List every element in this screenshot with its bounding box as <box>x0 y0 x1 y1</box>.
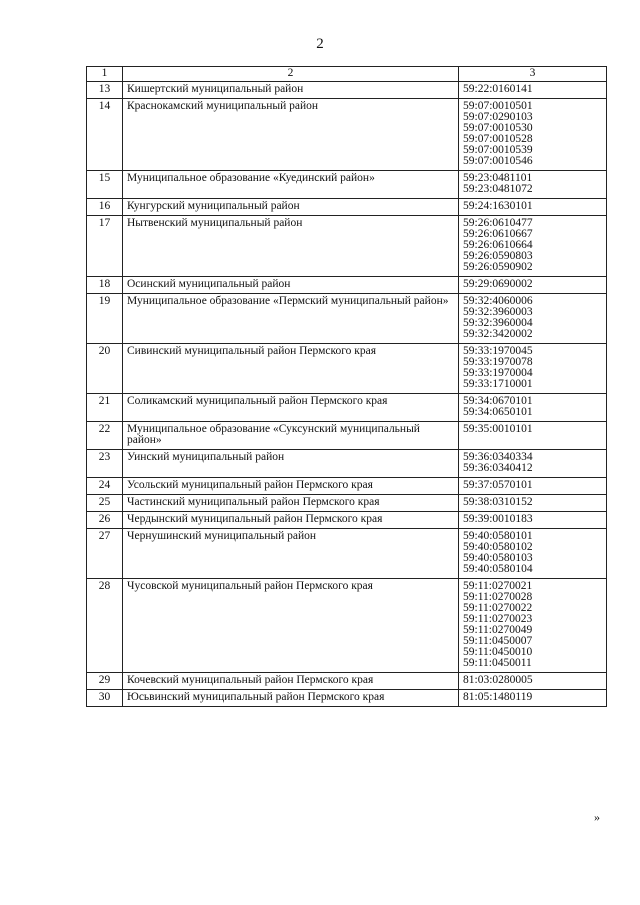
row-number: 16 <box>87 199 123 216</box>
cadastral-code: 59:40:0580102 <box>463 541 533 553</box>
municipality-name: Краснокамский муниципальный район <box>123 99 459 171</box>
cadastral-code: 59:07:0010539 <box>463 144 533 156</box>
municipality-name: Муниципальное образование «Куединский район» <box>123 171 459 199</box>
table-row <box>87 99 607 171</box>
cadastral-code: 59:07:0010501 <box>463 100 533 112</box>
cadastral-code: 59:26:0590803 <box>463 250 533 262</box>
row-number: 30 <box>87 690 123 707</box>
cadastral-codes <box>459 216 607 277</box>
row-number: 28 <box>87 579 123 673</box>
cadastral-code: 59:32:4060006 <box>463 295 533 307</box>
municipality-name: Кочевский муниципальный район Пермского края <box>123 673 459 690</box>
table-row <box>87 199 607 216</box>
cadastral-code: 59:07:0010546 <box>463 155 533 167</box>
table-row <box>87 294 607 344</box>
table-row <box>87 422 607 450</box>
cadastral-code: 59:36:0340412 <box>463 462 533 474</box>
municipality-name: Нытвенский муниципальный район <box>123 216 459 277</box>
cadastral-code: 59:33:1710001 <box>463 378 533 390</box>
cadastral-code: 59:34:0650101 <box>463 406 533 418</box>
table-row <box>87 344 607 394</box>
table-row <box>87 673 607 690</box>
table-row <box>87 277 607 294</box>
cadastral-code: 59:26:0610664 <box>463 239 533 251</box>
cadastral-code: 81:03:0280005 <box>463 674 533 686</box>
cadastral-code: 59:38:0310152 <box>463 496 533 508</box>
cadastral-codes <box>459 450 607 478</box>
cadastral-codes <box>459 199 607 216</box>
cadastral-code: 59:11:0270022 <box>463 602 533 614</box>
cadastral-code: 59:32:3960003 <box>463 306 533 318</box>
cadastral-codes <box>459 99 607 171</box>
table-row <box>87 579 607 673</box>
row-number: 20 <box>87 344 123 394</box>
page-number: 2 <box>316 36 324 52</box>
row-number: 25 <box>87 495 123 512</box>
closing-quote-mark: » <box>594 810 600 824</box>
cadastral-code: 59:33:1970045 <box>463 345 533 357</box>
cadastral-codes <box>459 277 607 294</box>
column-header: 1 <box>87 67 123 82</box>
cadastral-table <box>86 66 607 707</box>
row-number: 13 <box>87 82 123 99</box>
municipality-name: Чернушинский муниципальный район <box>123 529 459 579</box>
municipality-name: Усольский муниципальный район Пермского края <box>123 478 459 495</box>
cadastral-code: 59:39:0010183 <box>463 513 533 525</box>
cadastral-code: 59:32:3960004 <box>463 317 533 329</box>
table-row <box>87 529 607 579</box>
cadastral-codes <box>459 478 607 495</box>
cadastral-codes <box>459 171 607 199</box>
row-number: 15 <box>87 171 123 199</box>
municipality-name: Муниципальное образование «Суксунский муниципальный район» <box>123 422 459 450</box>
cadastral-code: 59:35:0010101 <box>463 423 533 435</box>
cadastral-code: 59:23:0481072 <box>463 183 533 195</box>
cadastral-codes <box>459 422 607 450</box>
row-number: 21 <box>87 394 123 422</box>
table-row <box>87 512 607 529</box>
cadastral-code: 59:22:0160141 <box>463 83 533 95</box>
table-row <box>87 495 607 512</box>
cadastral-code: 59:29:0690002 <box>463 278 533 290</box>
cadastral-code: 59:32:3420002 <box>463 328 533 340</box>
cadastral-codes <box>459 673 607 690</box>
municipality-name: Муниципальное образование «Пермский муниципальный район» <box>123 294 459 344</box>
cadastral-code: 81:05:1480119 <box>463 691 533 703</box>
cadastral-code: 59:33:1970004 <box>463 367 533 379</box>
cadastral-code: 59:26:0610477 <box>463 217 533 229</box>
row-number: 14 <box>87 99 123 171</box>
cadastral-codes <box>459 294 607 344</box>
row-number: 26 <box>87 512 123 529</box>
municipality-name: Осинский муниципальный район <box>123 277 459 294</box>
cadastral-code: 59:40:0580101 <box>463 530 533 542</box>
municipality-name: Кунгурский муниципальный район <box>123 199 459 216</box>
cadastral-code: 59:40:0580104 <box>463 563 533 575</box>
row-number: 24 <box>87 478 123 495</box>
municipality-name: Юсьвинский муниципальный район Пермского края <box>123 690 459 707</box>
cadastral-code: 59:23:0481101 <box>463 172 533 184</box>
cadastral-code: 59:40:0580103 <box>463 552 533 564</box>
table-row <box>87 216 607 277</box>
row-number: 19 <box>87 294 123 344</box>
cadastral-code: 59:33:1970078 <box>463 356 533 368</box>
cadastral-code: 59:11:0450007 <box>463 635 533 647</box>
cadastral-codes <box>459 344 607 394</box>
cadastral-code: 59:07:0010530 <box>463 122 533 134</box>
municipality-name: Сивинский муниципальный район Пермского края <box>123 344 459 394</box>
row-number: 27 <box>87 529 123 579</box>
cadastral-codes <box>459 82 607 99</box>
table-row <box>87 394 607 422</box>
cadastral-code: 59:11:0450010 <box>463 646 533 658</box>
cadastral-code: 59:26:0590902 <box>463 261 533 273</box>
column-header: 2 <box>123 67 459 82</box>
row-number: 17 <box>87 216 123 277</box>
cadastral-code: 59:07:0010528 <box>463 133 533 145</box>
cadastral-codes <box>459 512 607 529</box>
cadastral-code: 59:11:0450011 <box>463 657 532 669</box>
cadastral-code: 59:11:0270023 <box>463 613 533 625</box>
municipality-name: Частинский муниципальный район Пермского края <box>123 495 459 512</box>
cadastral-code: 59:07:0290103 <box>463 111 533 123</box>
cadastral-codes <box>459 579 607 673</box>
municipality-name: Соликамский муниципальный район Пермского края <box>123 394 459 422</box>
municipality-name: Чусовской муниципальный район Пермского края <box>123 579 459 673</box>
cadastral-codes <box>459 394 607 422</box>
table-row <box>87 690 607 707</box>
row-number: 29 <box>87 673 123 690</box>
municipality-name: Кишертский муниципальный район <box>123 82 459 99</box>
cadastral-code: 59:36:0340334 <box>463 451 533 463</box>
cadastral-code: 59:24:1630101 <box>463 200 533 212</box>
table-row <box>87 171 607 199</box>
cadastral-code: 59:34:0670101 <box>463 395 533 407</box>
cadastral-code: 59:11:0270021 <box>463 580 533 592</box>
cadastral-codes <box>459 529 607 579</box>
municipality-name: Чердынский муниципальный район Пермского края <box>123 512 459 529</box>
cadastral-code: 59:11:0270028 <box>463 591 533 603</box>
row-number: 18 <box>87 277 123 294</box>
table-row <box>87 82 607 99</box>
cadastral-codes <box>459 690 607 707</box>
table-header-row <box>87 67 607 82</box>
table-row <box>87 450 607 478</box>
cadastral-code: 59:11:0270049 <box>463 624 533 636</box>
municipality-name: Уинский муниципальный район <box>123 450 459 478</box>
row-number: 22 <box>87 422 123 450</box>
cadastral-code: 59:37:0570101 <box>463 479 533 491</box>
column-header: 3 <box>459 67 607 82</box>
row-number: 23 <box>87 450 123 478</box>
cadastral-codes <box>459 495 607 512</box>
cadastral-code: 59:26:0610667 <box>463 228 533 240</box>
table-row <box>87 478 607 495</box>
